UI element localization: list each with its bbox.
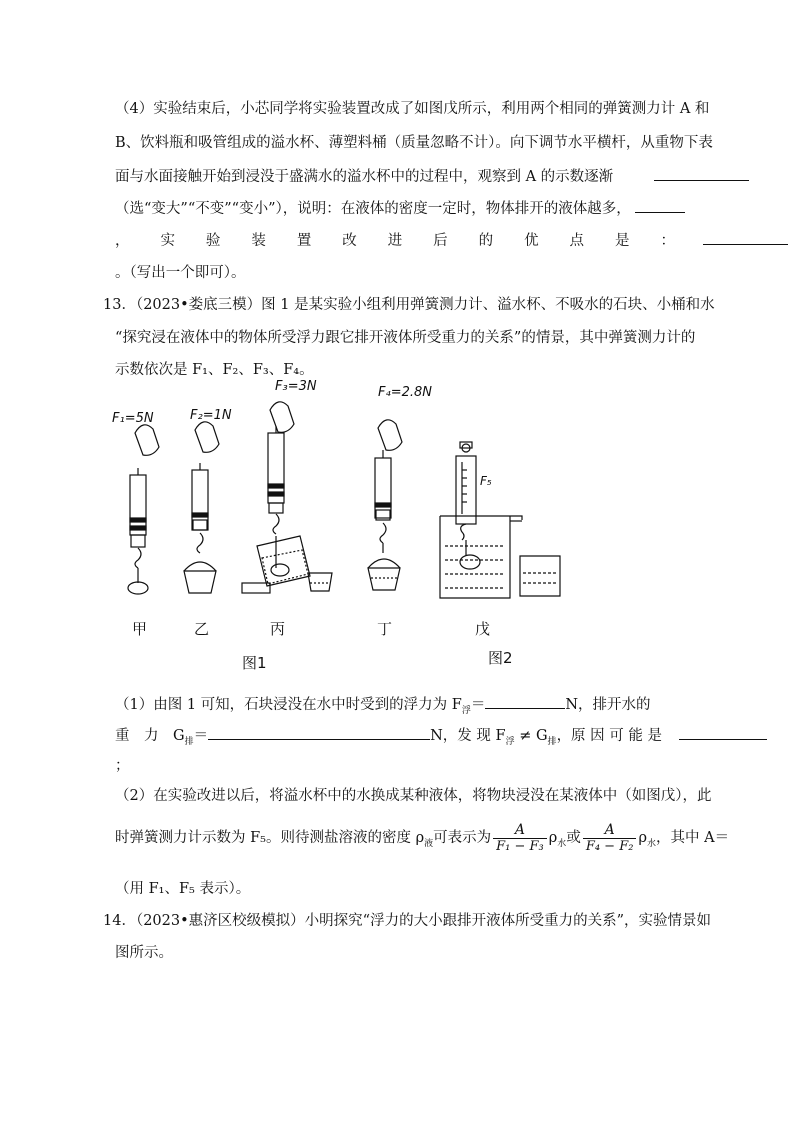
label-jia: 甲 bbox=[132, 620, 148, 638]
part4-line1: （4）实验结束后，小芯同学将实验装置改成了如图戊所示，利用两个相同的弹簧测力计 A 和 bbox=[115, 101, 710, 117]
f5-label: F₅ bbox=[480, 474, 492, 488]
experiment-figure bbox=[100, 378, 580, 623]
q13-s2-line2 bbox=[115, 822, 729, 854]
f4-label: F₄=2.8N bbox=[378, 385, 432, 400]
frac1-num: A bbox=[493, 822, 547, 839]
q14-line1: 14．（2023•惠济区校级模拟）小明探究“浮力的大小跟排开液体所受重力的关系”，实验情景如 bbox=[103, 913, 711, 929]
label-ding: 丁 bbox=[377, 620, 393, 638]
rho-water-2: ρ bbox=[638, 830, 647, 846]
spaced-char: 优 bbox=[524, 233, 539, 249]
q14-line2: 图所示。 bbox=[115, 945, 173, 961]
eq-sign-2: ＝ bbox=[193, 728, 209, 744]
q13-s2b-pre: 时弹簧测力计示数为 F₅。则待测盐溶液的密度 ρ bbox=[115, 830, 425, 846]
part4-line3 bbox=[115, 165, 749, 186]
frac2-num: A bbox=[583, 822, 637, 839]
q13-s1b-pre: 重 力 G bbox=[115, 728, 185, 744]
q13-s1-line3: ； bbox=[115, 758, 130, 774]
spaced-char: 点 bbox=[569, 233, 585, 249]
answer-blank-2[interactable] bbox=[635, 198, 685, 213]
part4-line5 bbox=[115, 229, 800, 250]
f2-label: F₂=1N bbox=[190, 408, 232, 423]
spaced-char: 置 bbox=[296, 233, 312, 249]
sub-pai-2: 排 bbox=[547, 736, 557, 747]
q13-s1b-after: N，发 现 F bbox=[430, 728, 506, 744]
scale-wu bbox=[440, 442, 560, 598]
spaced-char: 实 bbox=[160, 233, 175, 249]
scale-bing bbox=[242, 402, 332, 593]
frac1-den: F₁ − F₃ bbox=[496, 839, 544, 854]
spaced-char: 进 bbox=[387, 233, 403, 249]
sub-shui-2: 水 bbox=[646, 838, 656, 849]
q13-s2-line3: （用 F₁、F₅ 表示）。 bbox=[115, 881, 251, 897]
q13-s2b-mid: 可表示为 bbox=[433, 830, 492, 846]
q13-line2: “探究浸在液体中的物体所受浮力跟它排开液体所受重力的关系”的情景，其中弹簧测力计的 bbox=[115, 330, 696, 346]
label-yi: 乙 bbox=[194, 620, 210, 638]
scale-ding bbox=[368, 420, 402, 590]
f1-label: F₁=5N bbox=[112, 411, 154, 426]
q13-s2b-end: ，其中 A＝ bbox=[655, 830, 730, 846]
figure-2-caption: 图2 bbox=[488, 649, 513, 667]
part4-line4-text: （选“变大”“不变”“变小”），说明：在液体的密度一定时，物体排开的液体越多， bbox=[115, 201, 631, 217]
neq-g: ≠ G bbox=[519, 728, 548, 744]
or-text: 或 bbox=[566, 830, 581, 846]
part4-line4 bbox=[115, 197, 685, 218]
spaced-char: ， bbox=[115, 233, 130, 249]
sub-pai: 排 bbox=[184, 736, 194, 747]
sub-shui: 水 bbox=[557, 838, 567, 849]
sub-ye: 液 bbox=[424, 838, 434, 849]
spaced-char: 验 bbox=[205, 233, 221, 249]
spaced-char: 改 bbox=[342, 233, 357, 249]
spaced-char: ： bbox=[660, 233, 675, 249]
fraction-1 bbox=[493, 822, 547, 854]
q13-s1-after: N，排开水的 bbox=[565, 697, 651, 713]
part4-line2: B、饮料瓶和吸管组成的溢水杯、薄塑料桶（质量忽略不计）。向下调节水平横杆，从重物下表 bbox=[115, 135, 713, 151]
spaced-char: 后 bbox=[433, 233, 448, 249]
answer-blank-fuli[interactable] bbox=[485, 694, 565, 709]
label-bing: 丙 bbox=[270, 620, 286, 638]
answer-blank-1[interactable] bbox=[654, 166, 749, 181]
part4-line6: 。（写出一个即可）。 bbox=[115, 265, 246, 281]
answer-blank-gpai[interactable] bbox=[208, 725, 430, 740]
sub-fu-2: 浮 bbox=[505, 736, 515, 747]
figure-1-caption: 图1 bbox=[242, 654, 267, 672]
eq-sign: ＝ bbox=[470, 697, 486, 713]
spaced-char: 的 bbox=[478, 233, 494, 249]
part4-line3-text: 面与水面接触开始到浸没于盛满水的溢水杯中的过程中，观察到 A 的示数逐渐 bbox=[115, 169, 614, 185]
part4-line5-spaced bbox=[115, 229, 675, 250]
scale-jia bbox=[128, 425, 159, 594]
q13-line1: 13．（2023•娄底三模）图 1 是某实验小组利用弹簧测力计、溢水杯、不吸水的石块、小桶和水 bbox=[103, 297, 715, 313]
rho-water: ρ bbox=[548, 830, 558, 846]
q13-s1-line2 bbox=[115, 724, 767, 747]
scale-yi bbox=[184, 422, 219, 593]
q13-s1-line1 bbox=[115, 693, 651, 716]
f3-label: F₃=3N bbox=[275, 379, 317, 394]
fraction-2 bbox=[583, 822, 637, 854]
q13-s1-text: （1）由图 1 可知，石块浸没在水中时受到的浮力为 F bbox=[115, 697, 462, 713]
q13-line3: 示数依次是 F₁、F₂、F₃、F₄。 bbox=[115, 362, 314, 378]
answer-blank-3[interactable] bbox=[703, 230, 788, 245]
frac2-den: F₄ − F₂ bbox=[585, 839, 634, 854]
q13-s1b-end: ，原 因 可 能 是 bbox=[556, 728, 662, 744]
answer-blank-reason[interactable] bbox=[679, 725, 767, 740]
spaced-char: 是 bbox=[614, 233, 630, 249]
sub-fu: 浮 bbox=[461, 705, 471, 716]
spaced-char: 装 bbox=[251, 233, 266, 249]
q13-s2-line1: （2）在实验改进以后，将溢水杯中的水换成某种液体，将物块浸没在某液体中（如图戊），此 bbox=[115, 788, 712, 804]
label-wu: 戊 bbox=[475, 620, 491, 638]
